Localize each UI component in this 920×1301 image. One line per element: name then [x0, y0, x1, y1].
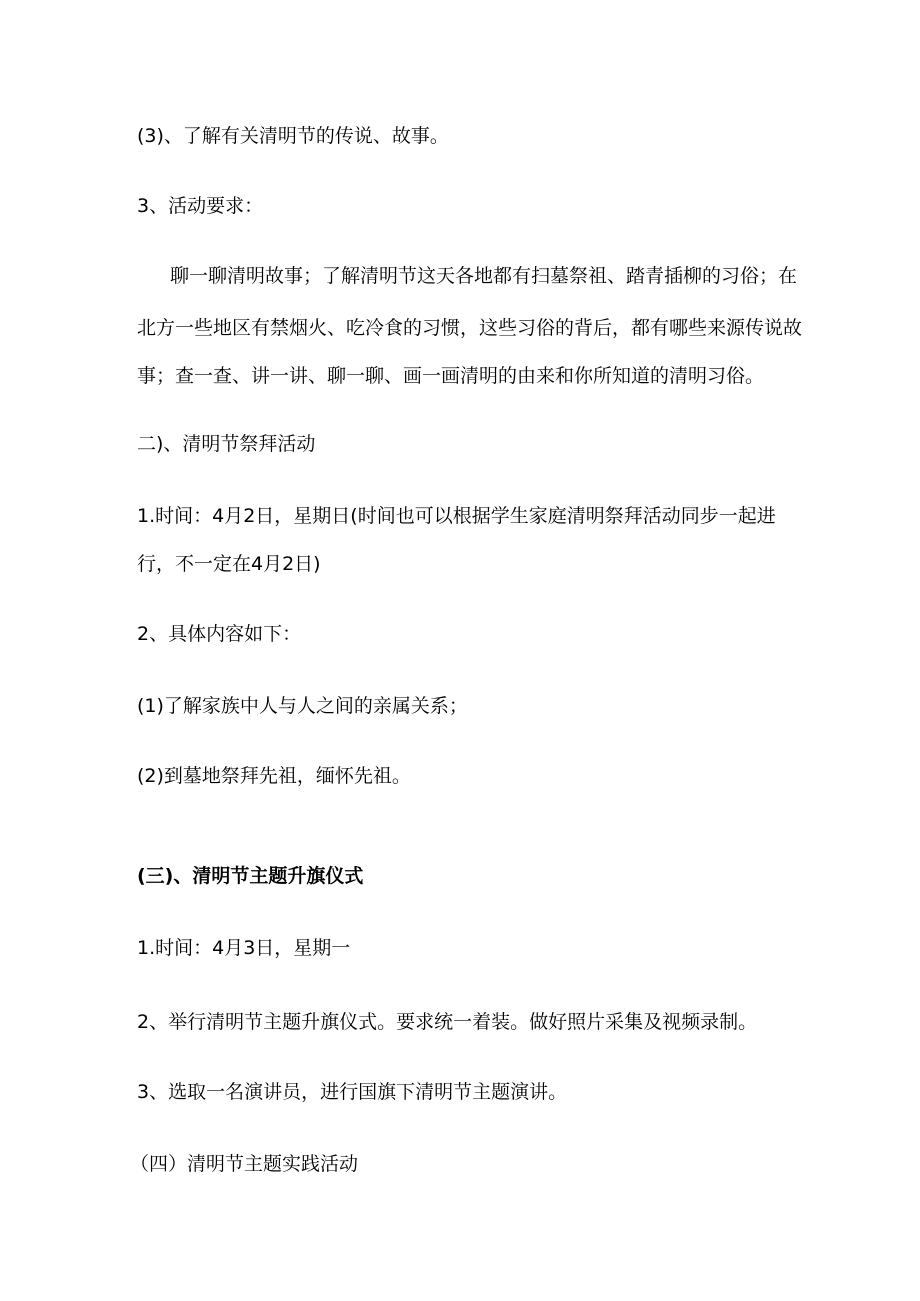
section-heading-practice: （四）清明节主题实践活动	[130, 1153, 359, 1175]
paragraph-legend-item: (3)、了解有关清明节的传说、故事。	[137, 125, 449, 147]
paragraph-flag-item-3: 3、选取一名演讲员，进行国旗下清明节主题演讲。	[137, 1081, 568, 1103]
paragraph-worship-item-2: (2)到墓地祭拜先祖，缅怀先祖。	[137, 765, 411, 787]
paragraph-worship-time-line-2: 行，不一定在4月2日)	[137, 553, 321, 575]
section-heading-worship: 二)、清明节祭拜活动	[137, 433, 316, 455]
paragraph-flag-item-2: 2、举行清明节主题升旗仪式。要求统一着装。做好照片采集及视频录制。	[137, 1011, 758, 1033]
section-heading-flag-ceremony: (三)、清明节主题升旗仪式	[137, 865, 364, 887]
paragraph-worship-content: 2、具体内容如下：	[137, 623, 302, 645]
paragraph-flag-time: 1.时间：4月3日，星期一	[137, 937, 351, 959]
section-heading-requirements: 3、活动要求：	[137, 195, 264, 217]
paragraph-requirements-line-1: 聊一聊清明故事；了解清明节这天各地都有扫墓祭祖、踏青插柳的习俗；在	[170, 265, 798, 287]
paragraph-requirements-line-2: 北方一些地区有禁烟火、吃冷食的习惯，这些习俗的背后，都有哪些来源传说故	[137, 317, 803, 339]
paragraph-worship-time-line-1: 1.时间：4月2日，星期日(时间也可以根据学生家庭清明祭拜活动同步一起进	[137, 505, 776, 527]
paragraph-worship-item-1: (1)了解家族中人与人之间的亲属关系；	[137, 695, 468, 717]
paragraph-requirements-line-3: 事；查一查、讲一讲、聊一聊、画一画清明的由来和你所知道的清明习俗。	[137, 365, 765, 387]
